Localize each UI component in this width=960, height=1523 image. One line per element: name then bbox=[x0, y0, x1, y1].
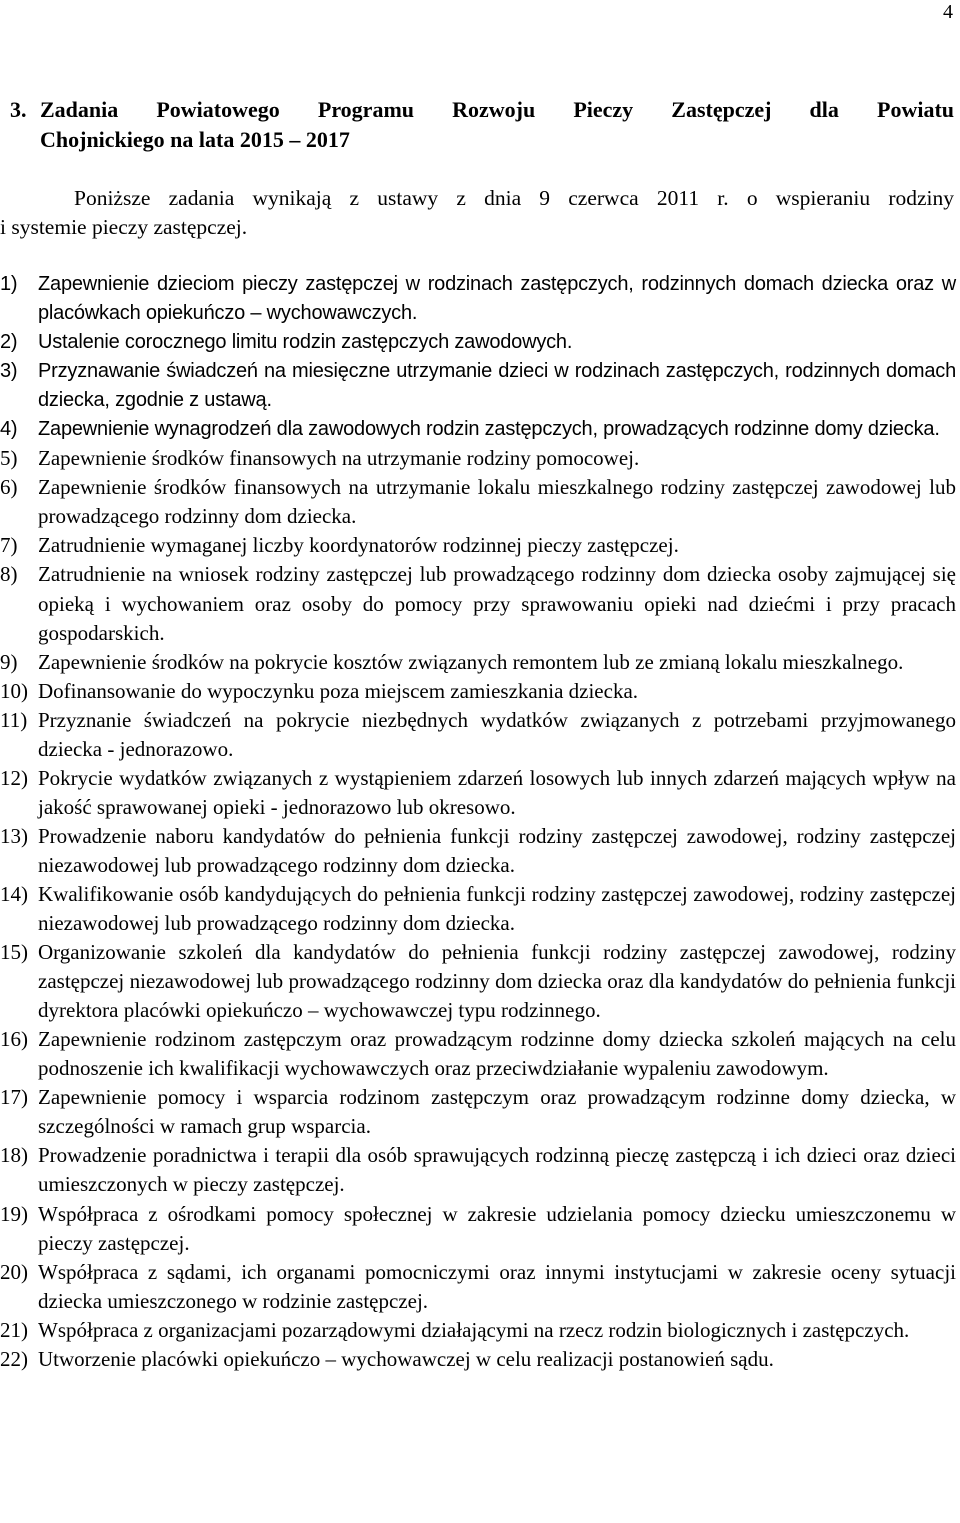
item-text: Współpraca z sądami, ich organami pomocniczymi oraz innymi instytucjami w zakresie oceny sytuacji dziecka umieszczonego w rodzinie zastępczej. bbox=[38, 1259, 956, 1313]
item-text: Zapewnienie wynagrodzeń dla zawodowych rodzin zastępczych, prowadzących rodzinne domy dziecka. bbox=[38, 418, 940, 441]
list-item bbox=[0, 270, 956, 328]
list-item bbox=[0, 1025, 956, 1083]
item-text: Współpraca z organizacjami pozarządowymi działającymi na rzecz rodzin biologicznych i zastępczych. bbox=[38, 1317, 910, 1342]
list-item bbox=[0, 415, 956, 444]
item-number: 22) bbox=[0, 1346, 28, 1371]
item-number: 21) bbox=[0, 1317, 28, 1342]
item-text: Organizowanie szkoleń dla kandydatów do pełnienia funkcji rodziny zastępczej zawodowej, rodziny zastępczej niezawodowej lub prowadzącego rodzinny dom dziecka oraz dla kandydatów do pełnienia funkcji dyrektora placówki opiekuńczo – wychowawczej typu rodzinnego. bbox=[38, 940, 956, 1023]
item-text: Utworzenie placówki opiekuńczo – wychowawczej w celu realizacji postanowień sądu. bbox=[38, 1346, 774, 1371]
item-text: Zatrudnienie wymaganej liczby koordynatorów rodzinnej pieczy zastępczej. bbox=[38, 533, 679, 558]
list-item bbox=[0, 1083, 956, 1141]
item-number: 2) bbox=[0, 331, 18, 354]
list-item bbox=[0, 880, 956, 938]
item-number: 13) bbox=[0, 823, 28, 848]
page-number: 4 bbox=[943, 1, 953, 23]
item-number: 19) bbox=[0, 1201, 28, 1226]
item-text: Ustalenie corocznego limitu rodzin zastępczych zawodowych. bbox=[38, 331, 573, 354]
item-number: 20) bbox=[0, 1259, 28, 1284]
item-text: Kwalifikowanie osób kandydujących do pełnienia funkcji rodziny zastępczej zawodowej, rodziny zastępczej niezawodowej lub prowadzącego rodzinny dom dziecka. bbox=[38, 881, 956, 936]
list-item bbox=[0, 1141, 956, 1199]
item-text: Zapewnienie środków finansowych na utrzymanie lokalu mieszkalnego rodziny zastępczej zawodowej lub prowadzącego rodzinny dom dziecka. bbox=[38, 475, 956, 529]
item-number: 17) bbox=[0, 1085, 28, 1110]
item-number: 9) bbox=[0, 649, 18, 674]
item-number: 3) bbox=[0, 360, 18, 383]
list-item bbox=[0, 328, 956, 357]
item-text: Prowadzenie naboru kandydatów do pełnienia funkcji rodziny zastępczej zawodowej, rodziny zastępczej niezawodowej lub prowadzącego rodzinny dom dziecka. bbox=[38, 823, 956, 877]
list-item bbox=[0, 938, 956, 1025]
item-number: 10) bbox=[0, 678, 28, 703]
item-text: Dofinansowanie do wypoczynku poza miejscem zamieszkania dziecka. bbox=[38, 678, 639, 703]
list-item bbox=[0, 531, 956, 560]
item-number: 1) bbox=[0, 273, 18, 295]
list-item bbox=[0, 764, 956, 822]
item-text: Zatrudnienie na wniosek rodziny zastępczej lub prowadzącego rodzinny dom dziecka osoby zajmującej się opieką i wychowaniem oraz osoby do pomocy przy sprawowaniu opieki nad dziećmi i przy pracach gospodarskich. bbox=[38, 562, 956, 645]
item-number: 14) bbox=[0, 881, 28, 906]
item-number: 16) bbox=[0, 1027, 28, 1052]
section-number: 3. bbox=[10, 97, 27, 122]
list-item bbox=[0, 822, 956, 880]
item-number: 8) bbox=[0, 562, 18, 587]
item-text: Pokrycie wydatków związanych z wystąpieniem zdarzeń losowych lub innych zdarzeń mających wpływ na jakość sprawowanej opieki - jednorazowo lub okresowo. bbox=[38, 765, 956, 819]
item-text: Zapewnienie rodzinom zastępczym oraz prowadzącym rodzinne domy dziecka szkoleń mających na celu podnoszenie ich kwalifikacji wychowawczych oraz przeciwdziałanie wypaleniu zawodowym. bbox=[38, 1027, 956, 1081]
item-number: 12) bbox=[0, 765, 28, 790]
item-text: Przyznawanie świadczeń na miesięczne utrzymanie dzieci w rodzinach zastępczych, rodzinnych domach dziecka, zgodnie z ustawą. bbox=[38, 360, 956, 412]
list-item bbox=[0, 357, 956, 415]
section-heading bbox=[10, 95, 954, 155]
item-text: Współpraca z ośrodkami pomocy społecznej w zakresie udzielania pomocy dziecku umieszczonemu w pieczy zastępczej. bbox=[38, 1201, 956, 1255]
list-item bbox=[0, 1345, 956, 1374]
item-number: 5) bbox=[0, 446, 18, 471]
task-list bbox=[0, 270, 956, 1374]
item-number: 18) bbox=[0, 1143, 28, 1168]
list-item bbox=[0, 444, 956, 473]
list-item bbox=[0, 560, 956, 647]
section-title-line-2: Chojnickiego na lata 2015 – 2017 bbox=[40, 127, 350, 152]
list-item bbox=[0, 706, 956, 764]
item-number: 11) bbox=[0, 707, 28, 732]
list-item bbox=[0, 677, 956, 706]
intro-line-1: Poniższe zadania wynikają z ustawy z dnia 9 czerwca 2011 r. o wspieraniu rodziny bbox=[74, 186, 954, 210]
section-title bbox=[40, 95, 954, 155]
item-text: Zapewnienie środków finansowych na utrzymanie rodziny pomocowej. bbox=[38, 446, 640, 471]
item-text: Zapewnienie pomocy i wsparcia rodzinom zastępczym oraz prowadzącym rodzinne domy dziecka, w szczególności w ramach grup wsparcia. bbox=[38, 1085, 956, 1139]
item-number: 7) bbox=[0, 533, 18, 558]
list-item bbox=[0, 1200, 956, 1258]
item-text: Prowadzenie poradnictwa i terapii dla osób sprawujących rodzinną pieczę zastępczą i ich dzieci oraz dzieci umieszczonych w pieczy zastępczej. bbox=[38, 1143, 956, 1197]
item-number: 4) bbox=[0, 418, 18, 441]
item-text: Przyznanie świadczeń na pokrycie niezbędnych wydatków związanych z potrzebami przyjmowanego dziecka - jednorazowo. bbox=[38, 707, 956, 761]
item-number: 15) bbox=[0, 940, 28, 965]
list-item bbox=[0, 1316, 956, 1345]
list-item bbox=[0, 648, 956, 677]
item-text: Zapewnienie środków na pokrycie kosztów związanych remontem lub ze zmianą lokalu mieszkalnego. bbox=[38, 649, 904, 674]
section-title-line-1: Zadania Powiatowego Programu Rozwoju Pieczy Zastępczej dla Powiatu bbox=[40, 97, 954, 122]
intro-line-2: i systemie pieczy zastępczej. bbox=[0, 215, 248, 239]
list-item bbox=[0, 473, 956, 531]
item-number: 6) bbox=[0, 475, 18, 500]
list-item bbox=[0, 1258, 956, 1316]
item-text: Zapewnienie dzieciom pieczy zastępczej w rodzinach zastępczych, rodzinnych domach dziecka oraz w placówkach opiekuńczo – wychowawczych. bbox=[38, 273, 956, 325]
intro-paragraph bbox=[0, 184, 954, 242]
